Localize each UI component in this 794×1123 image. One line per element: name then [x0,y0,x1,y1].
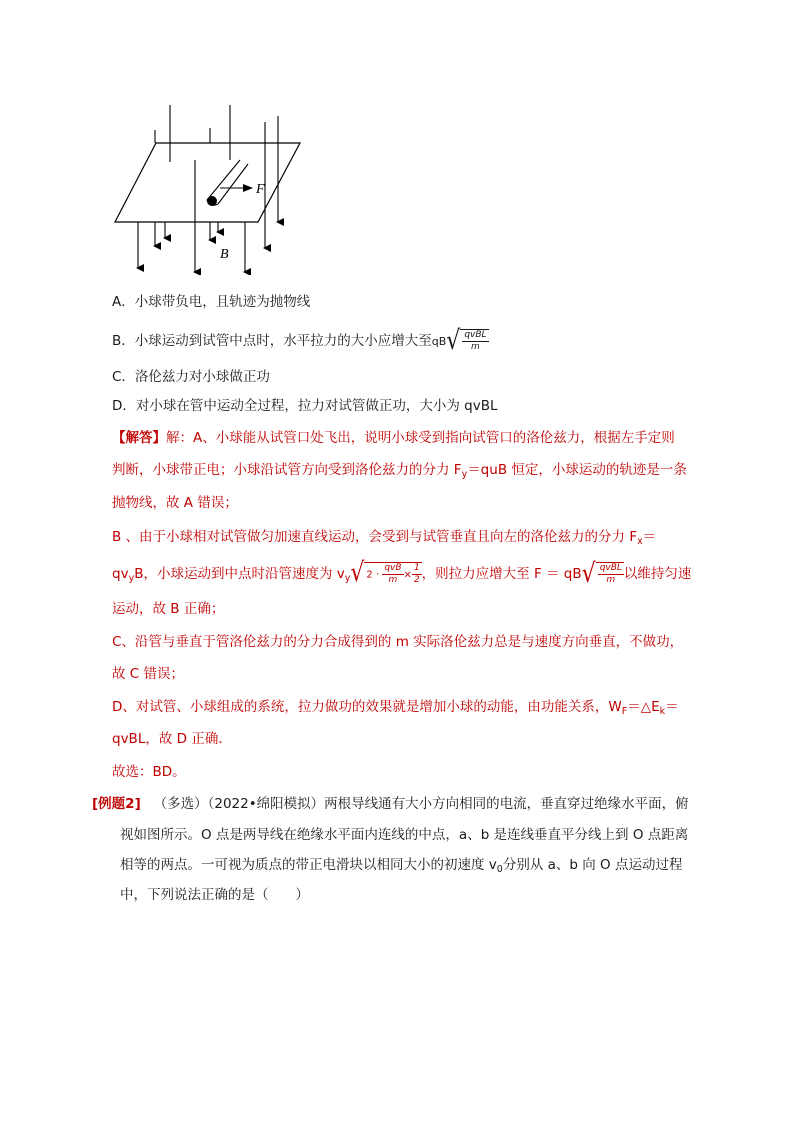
answer-line-2: 判断，小球带正电；小球沿试管方向受到洛伦兹力的分力 $F_y=quB$ 恒定，小球运动的轨迹是一条 [112,462,687,480]
label-F: F [256,182,265,197]
answer-line-1: 【解答】解：A、小球能从试管口处飞出，说明小球受到指向试管口的洛伦兹力，根据左手定则 [112,430,675,446]
answer-line-6: 运动，故 B 正确； [112,601,225,617]
sqrt-force: √ $\frac{\text{qvBL}}{m}$ [581,558,622,589]
answer-line-11: 故选：BD。 [112,764,186,780]
option-b [112,325,489,356]
answer-line-7: C、沿管与垂直于管洛伦兹力的分力合成得到的 m 实际洛伦兹力总是与速度方向垂直，不做功， [112,634,684,650]
label-B: B [220,247,229,262]
example2-line-1: [例题2] （多选）（2022•绵阳模拟）两根导线通有大小方向相同的电流，垂直穿过绝缘水平面，俯 [92,796,689,812]
example2-line-4: 中，下列说法正确的是（ ） [120,887,309,903]
option-b-text: B．小球运动到试管中点时，水平拉力的大小应增大至 [112,333,432,349]
answer-tag: 【解答】 [112,430,166,446]
example2-line-2: 视如图所示。O 点是两导线在绝缘水平面内连线的中点，a、b 是连线垂直平分线上到 O 点距离 [120,827,689,843]
option-b-qb: qB [431,335,447,348]
option-c: C．洛伦兹力对小球做正功 [112,369,270,385]
answer-line-10: qvBL，故 D 正确． [112,731,232,747]
frac-denominator: m [471,342,480,352]
example-tag: [例题2] [92,796,141,812]
frac-numerator: qvBL [464,330,487,340]
answer-line-9: D、对试管、小球组成的系统，拉力做功的效果就是增加小球的动能，由功能关系，$W_F=\triangle E_k=$ [112,699,679,717]
option-d: D．对小球在管中运动全过程，拉力对试管做正功，大小为 qvBL [112,398,498,414]
answer-line-4: B 、由于小球相对试管做匀加速直线运动，会受到与试管垂直且向左的洛伦兹力的分力 $F_x=$ [112,529,657,547]
physics-figure [110,100,310,275]
option-a: A．小球带负电，且轨迹为抛物线 [112,294,311,310]
sqrt-expression: √ $\frac{\text{qvBL}}{m}$ [446,325,487,356]
answer-line-3: 抛物线，故 A 错误； [112,495,238,511]
answer-line-8: 故 C 错误； [112,666,185,682]
ball [207,196,217,206]
sqrt-speed: √ 2 · $\frac{\text{qvB}}{m}$ × $\frac{1}{2}$ [350,557,420,588]
horizontal-plane [115,143,300,222]
answer-line-5: $qv_yB$，小球运动到中点时沿管速度为 $v_y√$ 2 · $\frac{\text{qvB}}{m}$ × $\frac{1}{2}$ ，则拉力应增大至 F ＝ qB√ $\frac{\text{qvBL}}{m}$ 以维持匀速 [112,557,692,589]
example2-line-3: 相等的两点。一可视为质点的带正电滑块以相同大小的初速度 $v_0$分别从 a、b 向 O 点运动过程 [120,857,683,875]
